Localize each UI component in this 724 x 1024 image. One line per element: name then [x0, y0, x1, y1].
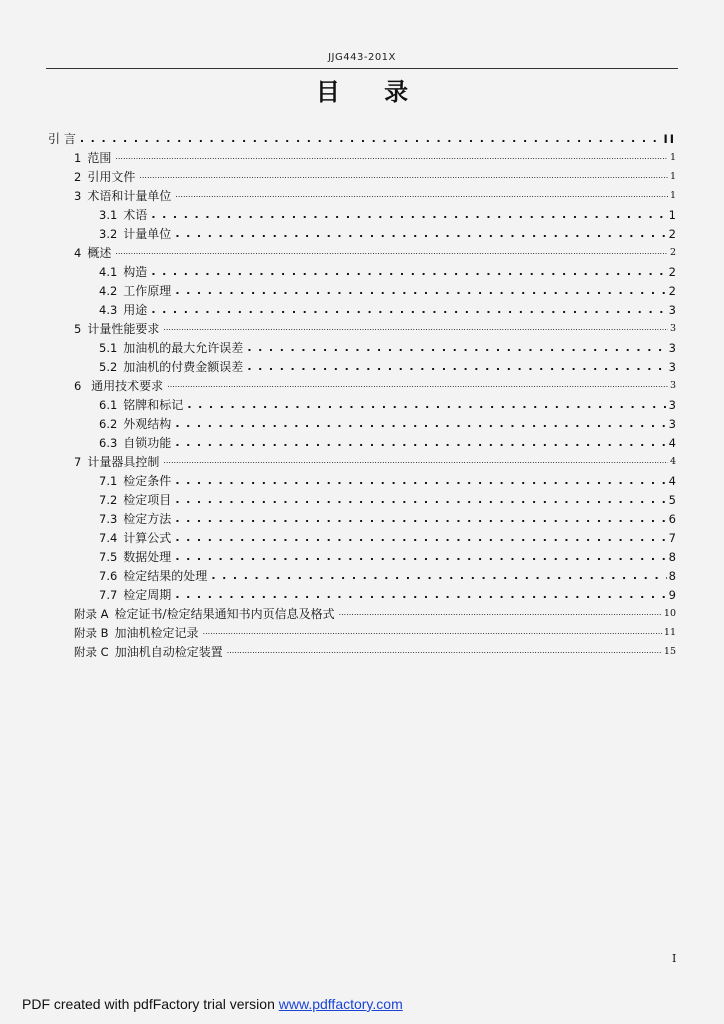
page-title: 目 录 — [315, 78, 427, 106]
dot-leader — [173, 588, 666, 602]
toc-entry-title — [99, 360, 245, 374]
toc-entry-title — [99, 588, 173, 602]
toc-entry[interactable] — [74, 605, 676, 621]
toc-entry-page: 3 — [668, 360, 676, 374]
toc-entry-number: 附录 B — [74, 626, 109, 640]
toc-entry-label: 检定条件 — [123, 474, 172, 488]
toc-entry-page: 3 — [668, 398, 676, 412]
toc-entry[interactable] — [74, 320, 676, 336]
dot-leader — [173, 227, 666, 241]
dot-leader — [173, 417, 666, 431]
dot-leader — [113, 246, 668, 260]
page-number: I — [672, 952, 677, 965]
toc-entry-page: 11 — [663, 627, 676, 638]
toc-entry-label: 范围 — [87, 151, 112, 165]
toc-entry-label: 构造 — [123, 265, 148, 279]
dot-leader — [225, 645, 662, 659]
toc-entry-number: 7 — [74, 455, 82, 469]
toc-entry-title — [99, 512, 173, 526]
toc-entry-label: 术语 — [123, 208, 148, 222]
toc-entry-number: 1 — [74, 151, 82, 165]
dot-leader — [137, 170, 668, 184]
toc-entry-number: 5 — [74, 322, 82, 336]
toc-entry-title — [99, 208, 149, 222]
toc-entry-page: 5 — [668, 493, 676, 507]
toc-entry[interactable] — [99, 225, 676, 241]
toc-entry-label: 检定结果的处理 — [123, 569, 208, 583]
toc-entry-title — [48, 132, 78, 146]
toc-entry-number: 6.2 — [99, 417, 118, 431]
toc-entry[interactable] — [99, 301, 676, 317]
toc-entry-number: 4 — [74, 246, 82, 260]
toc-entry-title — [99, 436, 173, 450]
toc-entry-label: 计量器具控制 — [87, 455, 160, 469]
toc-entry[interactable] — [74, 643, 676, 659]
toc-entry-title — [99, 303, 149, 317]
toc-entry[interactable] — [99, 206, 676, 222]
toc-entry-number: 附录 A — [74, 607, 109, 621]
toc-entry[interactable] — [74, 377, 676, 393]
toc-entry-page: 3 — [669, 323, 676, 334]
toc-entry-number: 5.2 — [99, 360, 118, 374]
dot-leader — [173, 474, 666, 488]
toc-entry-number: 7.1 — [99, 474, 118, 488]
toc-entry-number: 4.1 — [99, 265, 118, 279]
toc-entry-number: 7.4 — [99, 531, 118, 545]
toc-entry-label: 铭牌和标记 — [123, 398, 184, 412]
dot-leader — [337, 607, 662, 621]
toc-entry-page: II — [663, 132, 676, 146]
toc-entry[interactable] — [74, 244, 676, 260]
toc-entry-title — [99, 531, 173, 545]
toc-entry-title — [74, 645, 225, 659]
dot-leader — [161, 455, 668, 469]
toc-entry-page: 1 — [669, 171, 676, 182]
pdf-factory-link[interactable]: www.pdffactory.com — [278, 996, 403, 1012]
toc-entry-page: 3 — [668, 341, 676, 355]
toc-entry[interactable] — [99, 529, 676, 545]
toc-entry[interactable] — [99, 586, 676, 602]
toc-entry-number: 6 — [74, 379, 82, 393]
toc-entry-label: 加油机的最大允许误差 — [123, 341, 244, 355]
toc-entry-label: 自锁功能 — [123, 436, 172, 450]
toc-entry-page: 2 — [668, 284, 676, 298]
toc-entry-title — [74, 189, 173, 203]
toc-entry-page: 4 — [669, 456, 676, 467]
toc-entry-page: 3 — [669, 380, 676, 391]
toc-entry-number: 6.1 — [99, 398, 118, 412]
dot-leader — [78, 132, 662, 146]
dot-leader — [185, 398, 666, 412]
dot-leader — [173, 189, 668, 203]
dot-leader — [209, 569, 666, 583]
toc-entry-label: 加油机检定记录 — [114, 626, 199, 640]
toc-entry-page: 8 — [668, 550, 676, 564]
toc-entry[interactable] — [99, 415, 676, 431]
dot-leader — [149, 303, 666, 317]
toc-entry-page: 4 — [668, 474, 676, 488]
toc-entry-title — [74, 379, 165, 393]
toc-entry-page: 1 — [669, 152, 676, 163]
toc-entry[interactable] — [99, 358, 676, 374]
toc-entry-number: 7.6 — [99, 569, 118, 583]
toc-entry-title — [74, 626, 201, 640]
toc-entry-title — [99, 284, 173, 298]
dot-leader — [161, 322, 668, 336]
toc-entry[interactable] — [74, 624, 676, 640]
toc-entry-number: 2 — [74, 170, 82, 184]
dot-leader — [173, 512, 666, 526]
toc-entry-title — [99, 550, 173, 564]
toc-entry-title — [74, 322, 161, 336]
toc-entry-number: 6.3 — [99, 436, 118, 450]
toc-entry[interactable] — [99, 263, 676, 279]
toc-entry-number: 4.2 — [99, 284, 118, 298]
toc-entry-label: 数据处理 — [123, 550, 172, 564]
toc-entry-number: 3.2 — [99, 227, 118, 241]
toc-entry-title — [74, 455, 161, 469]
toc-entry-title — [74, 170, 137, 184]
toc-entry-number: 3.1 — [99, 208, 118, 222]
toc-entry-number: 附录 C — [74, 645, 109, 659]
toc-entry-label: 计算公式 — [123, 531, 172, 545]
toc-entry-label: 工作原理 — [123, 284, 172, 298]
dot-leader — [245, 341, 666, 355]
dot-leader — [245, 360, 666, 374]
toc-entry-number: 3 — [74, 189, 82, 203]
toc-entry-title — [99, 417, 173, 431]
toc-entry-label: 概述 — [87, 246, 112, 260]
toc-entry[interactable] — [99, 548, 676, 564]
dot-leader — [173, 436, 666, 450]
toc-entry[interactable] — [99, 434, 676, 450]
toc-entry-title — [99, 341, 245, 355]
toc-entry-page: 6 — [668, 512, 676, 526]
toc-entry-label: 外观结构 — [123, 417, 172, 431]
dot-leader — [173, 284, 666, 298]
toc-entry[interactable] — [74, 187, 676, 203]
toc-entry[interactable] — [99, 510, 676, 526]
toc-entry-label: 通用技术要求 — [87, 379, 164, 393]
toc-entry-page: 7 — [668, 531, 676, 545]
toc-entry-page: 1 — [668, 208, 676, 222]
toc-entry[interactable] — [74, 149, 676, 165]
toc-entry-number: 7.7 — [99, 588, 118, 602]
toc-entry-label: 计量单位 — [123, 227, 172, 241]
toc-entry-page: 9 — [668, 588, 676, 602]
toc-entry-label: 加油机自动检定装置 — [114, 645, 223, 659]
toc-entry-number: 4.3 — [99, 303, 118, 317]
toc-entry-page: 8 — [668, 569, 676, 583]
dot-leader — [173, 531, 666, 545]
toc-entry[interactable] — [99, 472, 676, 488]
toc-entry-title — [99, 265, 149, 279]
toc-entry-page: 3 — [668, 417, 676, 431]
toc-entry-number: 5.1 — [99, 341, 118, 355]
toc-entry[interactable] — [99, 396, 676, 412]
toc-entry-page: 1 — [669, 190, 676, 201]
toc-entry-page: 2 — [668, 265, 676, 279]
toc-entry-label: 检定项目 — [123, 493, 172, 507]
header-rule — [46, 68, 678, 69]
toc-entry[interactable] — [74, 453, 676, 469]
dot-leader — [173, 493, 666, 507]
toc-entry[interactable] — [99, 339, 676, 355]
toc-entry[interactable] — [74, 168, 676, 184]
dot-leader — [149, 208, 666, 222]
toc-entry-page: 4 — [668, 436, 676, 450]
toc-entry-page: 10 — [663, 608, 676, 619]
dot-leader — [201, 626, 662, 640]
toc-entry-title — [99, 227, 173, 241]
toc-entry-label: 术语和计量单位 — [87, 189, 172, 203]
dot-leader — [149, 265, 666, 279]
toc-entry-label: 计量性能要求 — [87, 322, 160, 336]
dot-leader — [173, 550, 666, 564]
toc-entry-page: 2 — [669, 247, 676, 258]
toc-entry-label: 检定方法 — [123, 512, 172, 526]
toc-entry-page: 3 — [668, 303, 676, 317]
toc-entry-page: 2 — [668, 227, 676, 241]
standard-code: JJG443-201X — [328, 52, 396, 63]
toc-entry-title — [99, 474, 173, 488]
toc-entry-number: 7.5 — [99, 550, 118, 564]
toc-entry-title — [74, 607, 337, 621]
toc-entry[interactable] — [99, 491, 676, 507]
pdf-note-text: PDF created with pdfFactory trial version — [22, 996, 279, 1012]
toc-entry-title — [74, 246, 113, 260]
toc-entry-label: 用途 — [123, 303, 148, 317]
toc-entry[interactable] — [99, 282, 676, 298]
toc-entry-label: 检定证书/检定结果通知书内页信息及格式 — [114, 607, 335, 621]
toc-entry-label: 引用文件 — [87, 170, 136, 184]
toc-entry-title — [99, 398, 185, 412]
toc-entry-label: 加油机的付费金额误差 — [123, 360, 244, 374]
pdf-creator-note — [22, 996, 403, 1012]
dot-leader — [113, 151, 668, 165]
toc-entry-number: 7.3 — [99, 512, 118, 526]
toc-entry-title — [99, 493, 173, 507]
toc-entry-label: 检定周期 — [123, 588, 172, 602]
dot-leader — [165, 379, 668, 393]
toc-entry[interactable] — [99, 567, 676, 583]
toc-entry-page: 15 — [663, 646, 676, 657]
toc-entry[interactable] — [48, 130, 676, 146]
toc-entry-title — [99, 569, 209, 583]
toc-entry-number: 7.2 — [99, 493, 118, 507]
toc-entry-title — [74, 151, 113, 165]
toc-entry-label: 引 言 — [48, 132, 76, 146]
